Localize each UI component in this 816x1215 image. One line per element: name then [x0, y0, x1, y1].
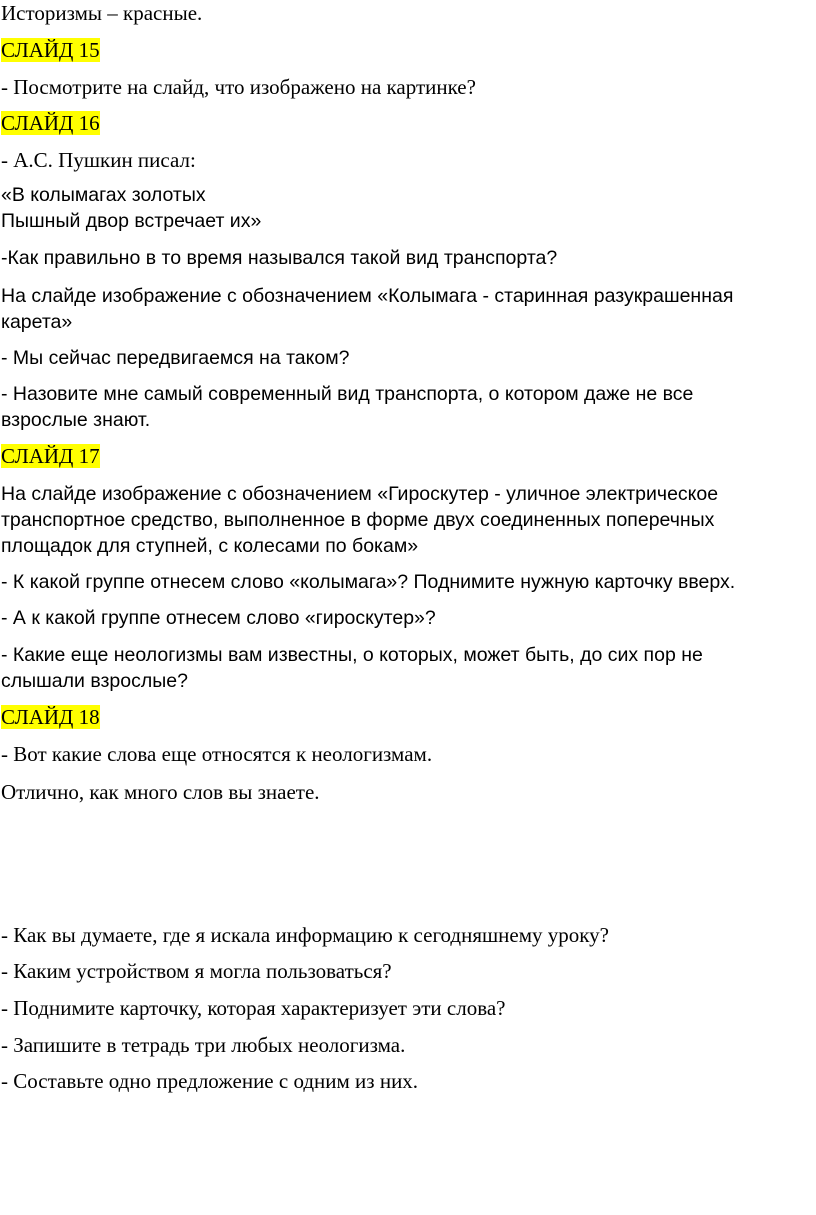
slide-heading-18-text: СЛАЙД 18	[1, 705, 100, 729]
quote-line-1: «В колымагах золотых	[1, 184, 206, 206]
statement-praise: Отлично, как много слов вы знаете.	[1, 780, 320, 804]
slide-heading-17	[1, 443, 100, 470]
slide-caption-kolymaga-1: На слайде изображение с обозначением «Колымага - старинная разукрашенная	[1, 285, 734, 307]
question-info-source: - Как вы думаете, где я искала информацию к сегодняшнему уроку?	[1, 923, 610, 947]
slide-caption-giroskuter-1: На слайде изображение с обозначением «Гироскутер - уличное электрическое	[1, 483, 719, 505]
slide-heading-15	[1, 37, 100, 64]
slide-caption-giroskuter-3: площадок для ступней, с колесами по бокам»	[1, 535, 419, 557]
question-kolymaga-group: - К какой группе отнесем слово «колымага»? Поднимите нужную карточку вверх.	[1, 571, 736, 593]
statement-neologisms: - Вот какие слова еще относятся к неологизмам.	[1, 742, 433, 766]
slide-caption-kolymaga-2: карета»	[1, 311, 73, 333]
question-transport-name: -Как правильно в то время назывался такой вид транспорта?	[1, 247, 558, 269]
question-look-at-slide: - Посмотрите на слайд, что изображено на картинке?	[1, 75, 476, 99]
pushkin-intro: - А.С. Пушкин писал:	[1, 148, 196, 172]
instruction-raise-card: - Поднимите карточку, которая характеризует эти слова?	[1, 996, 506, 1020]
question-giroskuter-group: - А к какой группе отнесем слово «гироскутер»?	[1, 607, 436, 629]
question-device: - Каким устройством я могла пользоваться?	[1, 959, 392, 983]
slide-caption-giroskuter-2: транспортное средство, выполненное в форме двух соединенных поперечных	[1, 509, 715, 531]
slide-heading-16	[1, 110, 100, 137]
quote-line-2: Пышный двор встречает их»	[1, 210, 262, 232]
slide-heading-17-text: СЛАЙД 17	[1, 444, 100, 468]
instruction-make-sentence: - Составьте одно предложение с одним из них.	[1, 1069, 419, 1093]
question-travel-now: - Мы сейчас передвигаемся на таком?	[1, 347, 350, 369]
question-neologisms-known-2: слышали взрослые?	[1, 670, 188, 692]
question-neologisms-known-1: - Какие еще неологизмы вам известны, о которых, может быть, до сих пор не	[1, 644, 703, 666]
paragraph-historisms: Историзмы – красные.	[1, 1, 203, 25]
slide-heading-18	[1, 704, 100, 731]
slide-heading-16-text: СЛАЙД 16	[1, 111, 100, 135]
slide-heading-15-text: СЛАЙД 15	[1, 38, 100, 62]
question-modern-transport-1: - Назовите мне самый современный вид транспорта, о котором даже не все	[1, 383, 694, 405]
question-modern-transport-2: взрослые знают.	[1, 409, 151, 431]
instruction-write-neologisms: - Запишите в тетрадь три любых неологизма.	[1, 1033, 406, 1057]
